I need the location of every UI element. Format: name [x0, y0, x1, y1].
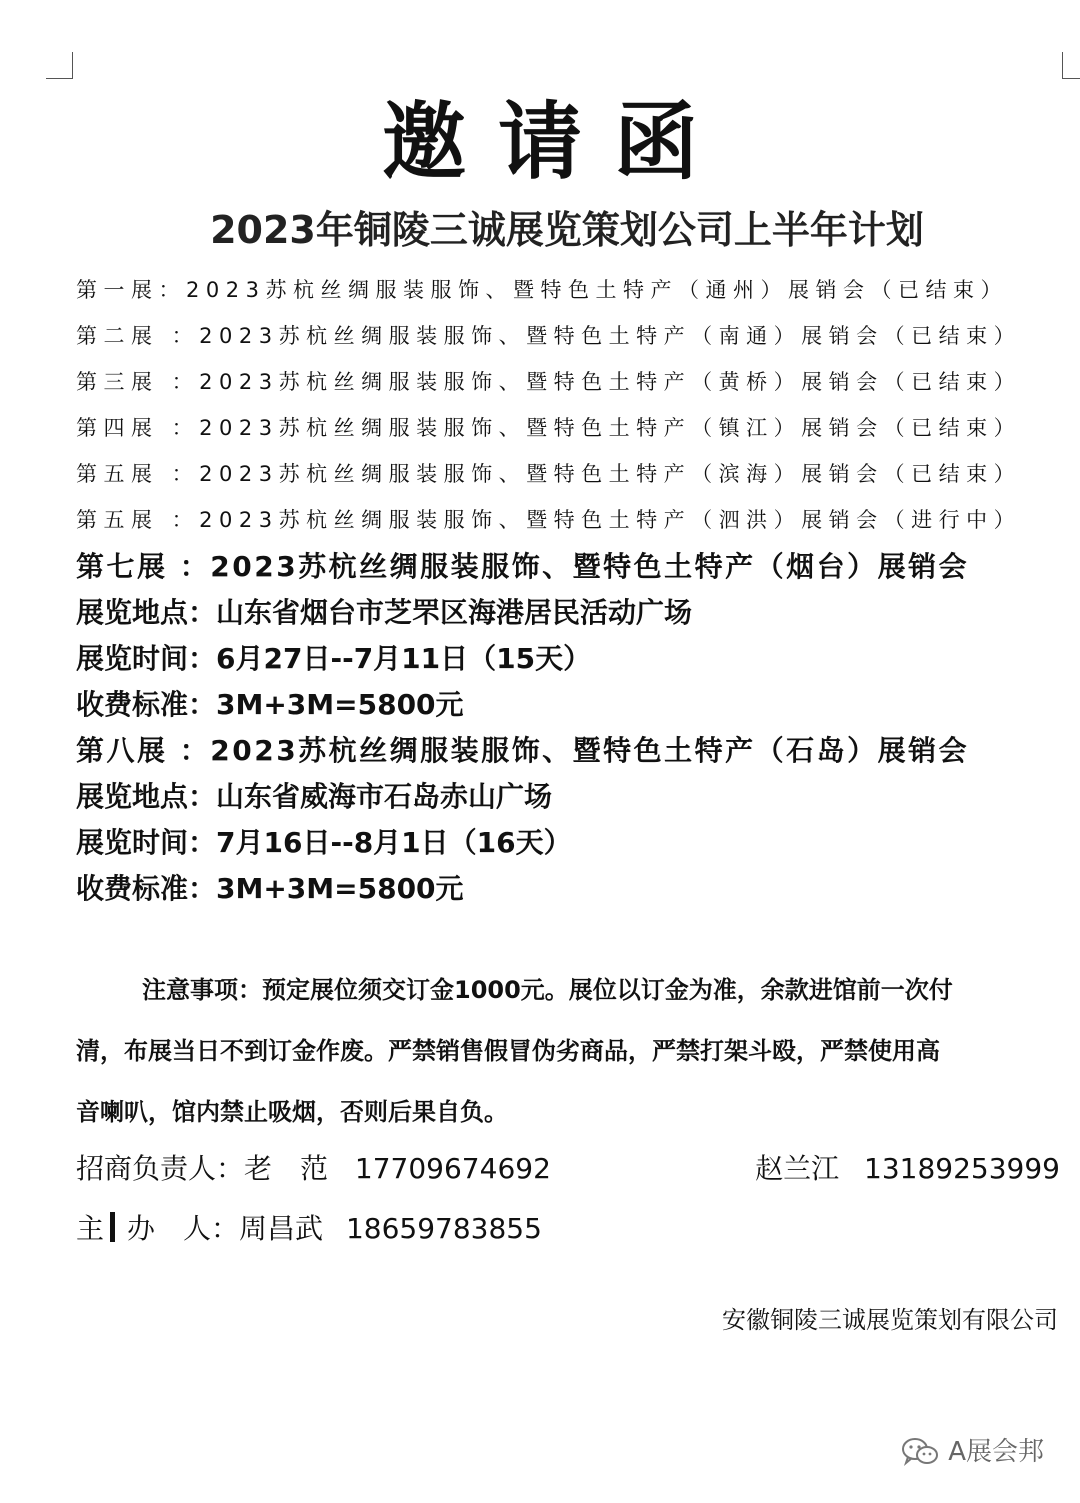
notice-line: 音喇叭，馆内禁止吸烟，否则后果自负。 — [76, 1098, 508, 1126]
exhibition-8-time: 展览时间：7月16日--8月1日（16天） — [76, 826, 572, 859]
exhibition-7-location: 展览地点：山东省烟台市芝罘区海港居民活动广场 — [76, 596, 693, 629]
second-contact-name: 赵兰江 — [755, 1152, 840, 1185]
past-exhibition-item: 第三展 ：2023苏杭丝绸服装服饰、暨特色土特产（黄桥）展销会（已结束） — [76, 370, 1022, 394]
exhibition-8-heading: 第八展 ：2023苏杭丝绸服装服饰、暨特色土特产（石岛）展销会 — [76, 734, 970, 767]
past-exhibition-item: 第五展 ：2023苏杭丝绸服装服饰、暨特色土特产（泗洪）展销会（进行中） — [76, 508, 1022, 532]
document-subtitle: 2023年铜陵三诚展览策划公司上半年计划 — [210, 208, 924, 252]
past-exhibition-item: 第四展 ：2023苏杭丝绸服装服饰、暨特色土特产（镇江）展销会（已结束） — [76, 416, 1022, 440]
company-signature: 安徽铜陵三诚展览策划有限公司 — [722, 1306, 1058, 1334]
exhibition-8-block — [76, 728, 1076, 912]
crop-mark-top-left — [46, 52, 73, 79]
past-exhibition-list — [76, 268, 1066, 544]
watermark — [900, 1432, 1044, 1472]
host-contact-row — [76, 1204, 1066, 1254]
recruit-phone: 17709674692 — [354, 1152, 551, 1185]
document-title: 邀请函 — [381, 93, 730, 191]
recruit-label: 招商负责人：老 范 — [76, 1152, 329, 1185]
past-exhibition-item: 第二展 ：2023苏杭丝绸服装服饰、暨特色土特产（南通）展销会（已结束） — [76, 324, 1022, 348]
past-exhibition-item: 第五展 ：2023苏杭丝绸服装服饰、暨特色土特产（滨海）展销会（已结束） — [76, 462, 1022, 486]
crop-mark-top-right — [1062, 52, 1080, 79]
exhibition-7-heading: 第七展 ：2023苏杭丝绸服装服饰、暨特色土特产（烟台）展销会 — [76, 550, 970, 583]
exhibition-7-fee: 收费标准：3M+3M=5800元 — [76, 688, 464, 721]
notice-paragraph — [76, 960, 1066, 1143]
host-phone: 18659783855 — [345, 1212, 542, 1245]
exhibition-7-block — [76, 544, 1076, 728]
exhibition-8-location: 展览地点：山东省威海市石岛赤山广场 — [76, 780, 553, 813]
recruitment-contact-row — [76, 1144, 1066, 1194]
exhibition-8-fee: 收费标准：3M+3M=5800元 — [76, 872, 464, 905]
text-cursor-bar — [110, 1212, 115, 1242]
watermark-text: A展会邦 — [948, 1437, 1044, 1467]
second-contact — [755, 1144, 1060, 1194]
past-exhibition-item: 第一展：2023苏杭丝绸服装服饰、暨特色土特产（通州）展销会（已结束） — [76, 278, 1008, 302]
wechat-icon — [900, 1437, 940, 1467]
exhibition-7-time: 展览时间：6月27日--7月11日（15天） — [76, 642, 592, 675]
host-label: 办 人：周昌武 — [127, 1212, 324, 1245]
host-label-first-char: 主 — [76, 1212, 105, 1245]
notice-line: 注意事项：预定展位须交订金1000元。展位以订金为准，余款进馆前一次付 — [142, 976, 953, 1004]
second-contact-phone: 13189253999 — [864, 1152, 1060, 1185]
notice-line: 清，布展当日不到订金作废。严禁销售假冒伪劣商品，严禁打架斗殴，严禁使用高 — [76, 1037, 940, 1065]
